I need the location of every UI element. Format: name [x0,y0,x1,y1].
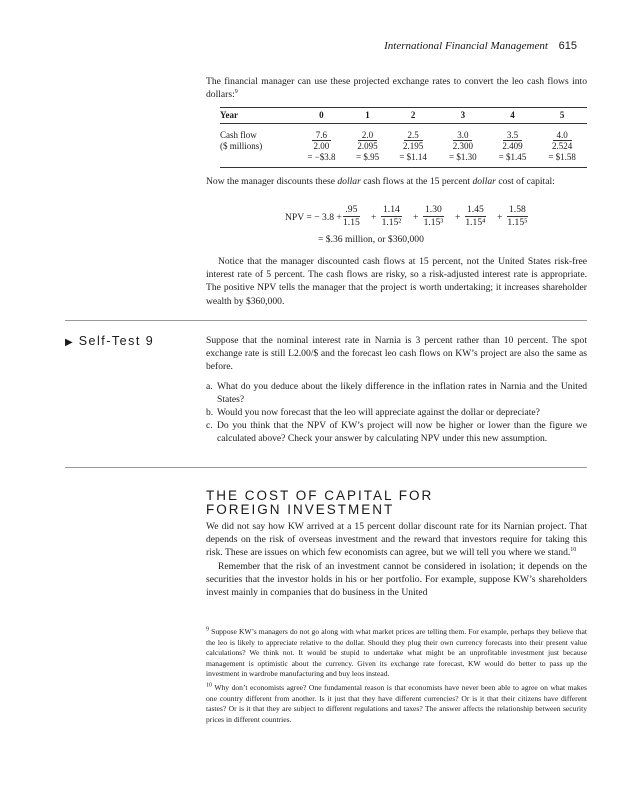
section-paragraph: Remember that the risk of an investment cannot be considered in isolation; it depends on the securities that the investor holds in his or her portfolio. For example, suppose KW’s shareholders invest mainly in companies that do business in the United [206,560,587,599]
running-title: International Financial Management [384,40,548,52]
table-header-row [220,108,587,124]
emphasis-dollar: dollar [472,176,496,187]
npv-lhs: NPV = − 3.8 + [285,212,342,223]
divider [65,467,587,468]
intro-paragraph [206,75,587,101]
notice-paragraph: Notice that the manager discounted cash flows at 15 percent, not the United States risk-free interest rate of 5 percent. The cash flows are risky, so a risk-adjusted interest rate is appropriate. The positive NPV tells the manager that the project is worth undertaking; it increases shareholder wealth by $360,000. [206,256,587,307]
npv-term: $\frac{.95}{1.15}$ [343,204,360,228]
table-cell: = $1.45 [488,152,538,168]
row-label: Cash flow [220,130,257,140]
self-test-questions [206,380,587,446]
section-paragraph: We did not say how KW arrived at a 15 percent dollar discount rate for its Narnian project. That depends on the risk of overseas investment and the reward that investors require for taking this risk. These are issues on which few economists can agree, but we will tell you where we stand.$^{10}$ [206,521,587,559]
cash-flow-table [220,107,587,168]
npv-term: $\frac{1.14}{\text{1.15²}}$ [381,204,402,228]
section-body [206,520,587,599]
table-cell: 3.5 [503,130,522,141]
npv-term: $\frac{1.45}{\text{1.15⁴}}$ [465,204,486,228]
list-item: a. What do you deduce about the likely difference in the inflation rates in Narnia and the United States? [206,380,587,405]
table-header-cell: 4 [488,108,538,124]
table-cell: 3.0 [453,130,472,141]
self-test-label: ▶ Self-Test 9 [65,334,155,348]
table-cell: 2.409 [502,141,523,151]
table-cell: 2.300 [452,141,473,151]
footnote: $^9$ Suppose KW’s managers do not go along with what market prices are telling them. For example, perhaps they believe that the leo is likely to appreciate relative to the dollar. Should they plug their own currency forecasts into their present value calculations? We think not. It would be stupid to undertake what might be an unprofitable investment just because management is optimistic about the currency. Given its exchange rate forecast, KW would do better to pass up the investment in wardrobe manufacturing and buy leos instead. [206,626,587,679]
table-cell: = $.95 [347,152,389,168]
table-cell: 2.5 [404,130,423,141]
list-item: b. Would you now forecast that the leo will appreciate against the dollar or depreciate? [206,407,540,419]
page-number: 615 [558,40,577,52]
table-cell: 2.00 [313,141,330,151]
footnote: $^{10}$ Why don’t economists agree? One fundamental reason is that economists have never been able to agree on what makes one country different from another. Is it just that they have different currencies? Or is it that their citizens have different tastes? Or is it that they are subject to different regulations and taxes? The answer affects the relationship between security prices in different countries. [206,682,587,724]
list-item: c. Do you think that the NPV of KW’s project will now be higher or lower than the figure we calculated above? Check your answer by calculating NPV under this new assumption. [206,420,587,445]
table-cell: = $1.14 [388,152,438,168]
table-header-cell: 5 [537,108,587,124]
table-header-cell: 3 [438,108,488,124]
table-header-cell: Year [220,108,296,124]
table-header-cell: 0 [296,108,347,124]
running-header [384,40,577,52]
row-label: ($ millions) [220,141,263,151]
table-row [220,124,587,142]
intro-text: The financial manager can use these projected exchange rates to convert the leo cash flows into dollars: [206,76,587,101]
triangle-marker-icon: ▶ [65,337,73,348]
table-cell: = $1.58 [537,152,587,168]
table-cell: 4.0 [553,130,572,141]
self-test-body [206,334,587,446]
footnotes [206,627,587,725]
table-cell: = $1.30 [438,152,488,168]
npv-term: $\frac{1.30}{\text{1.15³}}$ [423,204,444,228]
table-cell: 7.6 [312,130,331,141]
discount-paragraph: Now the manager discounts these dollar cash flows at the 15 percent dollar cost of capital: [206,176,555,187]
self-test-intro: Suppose that the nominal interest rate in Narnia is 3 percent rather than 10 percent. The spot exchange rate is still L2.00/$ and the forecast leo cash flows on KW’s project are also the same as before. [206,335,587,373]
table-row [220,152,587,168]
footnote-ref-9: 9 [234,89,238,96]
emphasis-dollar: dollar [337,176,361,187]
table-cell: 2.0 [358,130,377,141]
npv-result: = $.36 million, or $360,000 [318,234,424,245]
npv-equation: NPV = − 3.8 + $\frac{.95}{1.15}$ + $\frac{1.14}{\text{1.15²}}$ + $\frac{1.30}{\text{1.15³}}$ + $\frac{1.45}{\text{1.15⁴}}$ + $\frac{1.58}{\text{1.15⁵}}$ [285,204,528,228]
table-cell: 2.195 [403,141,424,151]
table-cell: 2.095 [357,141,378,151]
npv-term: $\frac{1.58}{\text{1.15⁵}}$ [507,204,528,228]
table-cell: 2.524 [552,141,573,151]
table-header-cell: 1 [347,108,389,124]
footnote-ref-10: 10 [570,547,577,554]
divider [65,320,587,321]
section-heading: THE COST OF CAPITAL FOR FOREIGN INVESTMENT [206,488,434,517]
table-row [220,141,587,152]
table-cell: = −$3.8 [296,152,347,168]
table-header-cell: 2 [388,108,438,124]
